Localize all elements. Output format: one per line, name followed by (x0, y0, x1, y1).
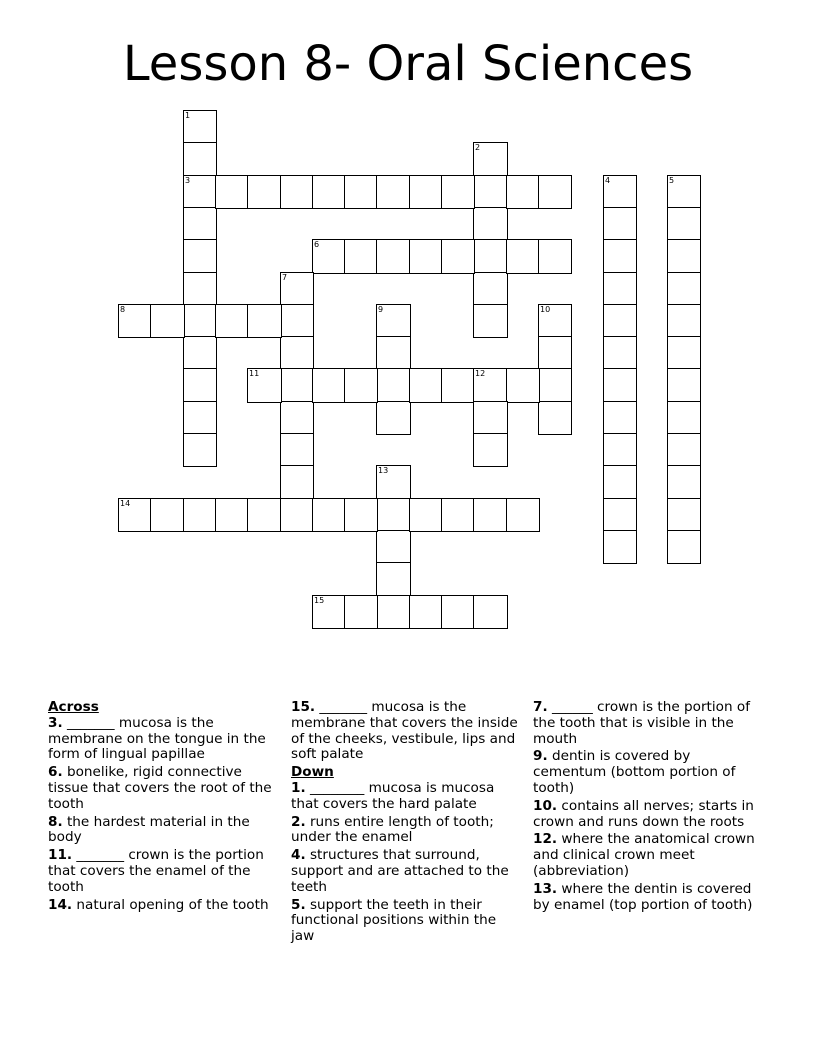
grid-cell[interactable] (312, 239, 346, 274)
across-clue-8: 8. the hardest material in the body (48, 813, 250, 846)
grid-cell[interactable] (409, 595, 443, 629)
down-clue-2: 2. runs entire length of tooth; under the enamel (291, 813, 494, 846)
grid-cell[interactable] (247, 368, 282, 403)
grid-cell[interactable] (409, 498, 443, 532)
grid-cell[interactable] (506, 368, 540, 403)
grid-cell[interactable] (538, 304, 572, 338)
grid-cell[interactable] (409, 239, 443, 274)
grid-cell[interactable] (603, 368, 637, 403)
down-heading: Down (291, 764, 334, 781)
grid-cell[interactable] (183, 110, 217, 144)
puzzle-title: Lesson 8- Oral Sciences (122, 36, 694, 92)
down-clue-12: 12. where the anatomical crown and clinical crown meet (abbreviation) (533, 831, 755, 879)
grid-cell[interactable] (441, 239, 475, 274)
grid-cell[interactable] (376, 401, 411, 435)
grid-cell[interactable] (667, 336, 701, 370)
grid-cell[interactable] (215, 498, 249, 532)
grid-cell[interactable] (473, 433, 508, 467)
grid-cell[interactable] (603, 239, 637, 274)
grid-cell[interactable] (312, 368, 346, 403)
grid-cell[interactable] (473, 304, 508, 338)
clue-number: 6 (314, 240, 320, 249)
grid-cell[interactable] (603, 498, 637, 532)
grid-cell[interactable] (183, 433, 217, 467)
grid-cell[interactable] (183, 207, 217, 241)
grid-cell[interactable] (344, 498, 378, 532)
across-clue-6: 6. bonelike, rigid connective tissue that covers the root of the tooth (48, 764, 272, 812)
grid-cell[interactable] (441, 368, 475, 403)
clue-number: 2 (475, 143, 481, 152)
grid-cell[interactable] (603, 433, 637, 467)
grid-cell[interactable] (344, 595, 378, 629)
grid-cell[interactable] (280, 433, 314, 467)
grid-cell[interactable] (280, 175, 314, 209)
grid-cell[interactable] (344, 368, 378, 403)
clue-number: 11 (249, 369, 260, 378)
grid-cell[interactable] (538, 368, 572, 403)
grid-cell[interactable] (473, 239, 508, 274)
grid-cell[interactable] (473, 401, 508, 435)
grid-cell[interactable] (344, 239, 378, 274)
grid-cell[interactable] (376, 336, 411, 370)
grid-cell[interactable] (312, 175, 346, 209)
grid-cell[interactable] (247, 498, 282, 532)
grid-cell[interactable] (247, 175, 282, 209)
grid-cell[interactable] (506, 175, 540, 209)
clue-number: 5 (669, 176, 675, 185)
grid-cell[interactable] (118, 498, 152, 532)
grid-cell[interactable] (280, 401, 314, 435)
grid-cell[interactable] (376, 595, 411, 629)
grid-cell[interactable] (603, 465, 637, 500)
down-clue-10: 10. contains all nerves; starts in crown and runs down the roots (533, 797, 754, 830)
clue-number: 7 (282, 273, 288, 282)
clue-number: 15 (314, 596, 325, 605)
clue-number: 4 (605, 176, 611, 185)
down-clue-1: 1. ________ mucosa is mucosa that covers the hard palate (291, 779, 495, 812)
across-clue-14: 14. natural opening of the tooth (48, 896, 269, 913)
clues-column-1 (48, 700, 280, 915)
grid-cell[interactable] (667, 530, 701, 564)
grid-cell[interactable] (667, 498, 701, 532)
clue-number: 10 (540, 305, 551, 314)
grid-cell[interactable] (280, 368, 314, 403)
clue-number: 8 (120, 305, 126, 314)
grid-cell[interactable] (183, 239, 217, 274)
grid-cell[interactable] (312, 595, 346, 629)
clue-number: 1 (185, 111, 191, 120)
grid-cell[interactable] (183, 368, 217, 403)
grid-cell[interactable] (667, 207, 701, 241)
grid-cell[interactable] (183, 175, 217, 209)
grid-cell[interactable] (667, 368, 701, 403)
grid-cell[interactable] (538, 175, 572, 209)
grid-cell[interactable] (473, 595, 508, 629)
clue-number: 14 (120, 499, 131, 508)
grid-cell[interactable] (538, 239, 572, 274)
grid-cell[interactable] (441, 498, 475, 532)
grid-cell[interactable] (409, 368, 443, 403)
grid-cell[interactable] (280, 336, 314, 370)
grid-cell[interactable] (376, 562, 411, 597)
grid-cell[interactable] (183, 142, 217, 177)
across-clue-15: 15. _______ mucosa is the membrane that covers the inside of the cheeks, vestibule, lips and soft palate (291, 699, 518, 763)
grid-cell[interactable] (280, 465, 314, 500)
grid-cell[interactable] (409, 175, 443, 209)
grid-cell[interactable] (667, 304, 701, 338)
grid-cell[interactable] (473, 368, 508, 403)
grid-cell[interactable] (473, 498, 508, 532)
grid-cell[interactable] (118, 304, 152, 338)
grid-cell[interactable] (247, 304, 282, 338)
grid-cell[interactable] (667, 272, 701, 306)
grid-cell[interactable] (667, 465, 701, 500)
across-clue-3: 3. _______ mucosa is the membrane on the tongue in the form of lingual papillae (48, 714, 266, 763)
down-clue-9: 9. dentin is covered by cementum (bottom portion of tooth) (533, 748, 736, 796)
down-clue-7: 7. ______ crown is the portion of the tooth that is visible in the mouth (533, 699, 750, 747)
grid-cell[interactable] (312, 498, 346, 532)
grid-cell[interactable] (603, 272, 637, 306)
clue-number: 3 (185, 176, 191, 185)
grid-cell[interactable] (183, 498, 217, 532)
grid-cell[interactable] (215, 304, 249, 338)
grid-cell[interactable] (667, 239, 701, 274)
grid-cell[interactable] (376, 239, 411, 274)
grid-cell[interactable] (215, 175, 249, 209)
grid-cell[interactable] (603, 175, 637, 209)
across-heading: Across (48, 699, 99, 715)
grid-cell[interactable] (538, 336, 572, 370)
grid-cell[interactable] (667, 433, 701, 467)
grid-cell[interactable] (473, 272, 508, 306)
grid-cell[interactable] (183, 336, 217, 370)
grid-cell[interactable] (473, 175, 508, 209)
clue-number: 13 (378, 466, 389, 475)
grid-cell[interactable] (280, 304, 314, 338)
grid-cell[interactable] (603, 530, 637, 564)
grid-cell[interactable] (344, 175, 378, 209)
grid-cell[interactable] (183, 272, 217, 306)
clues-column-3 (533, 700, 765, 915)
grid-cell[interactable] (473, 207, 508, 241)
grid-cell[interactable] (603, 336, 637, 370)
clue-number: 9 (378, 305, 384, 314)
clue-number: 12 (475, 369, 486, 378)
grid-cell[interactable] (376, 368, 411, 403)
grid-cell[interactable] (538, 401, 572, 435)
grid-cell[interactable] (603, 304, 637, 338)
grid-cell[interactable] (150, 498, 185, 532)
grid-cell[interactable] (441, 175, 475, 209)
grid-cell[interactable] (667, 175, 701, 209)
clues-column-2 (291, 700, 523, 947)
down-clue-4: 4. structures that surround, support and are attached to the teeth (291, 847, 509, 895)
grid-cell[interactable] (280, 498, 314, 532)
grid-cell[interactable] (441, 595, 475, 629)
grid-cell[interactable] (183, 304, 217, 338)
grid-cell[interactable] (376, 530, 411, 564)
grid-cell[interactable] (280, 272, 314, 306)
grid-cell[interactable] (603, 207, 637, 241)
grid-cell[interactable] (376, 498, 411, 532)
grid-cell[interactable] (376, 465, 411, 500)
grid-cell[interactable] (376, 175, 411, 209)
grid-cell[interactable] (506, 239, 540, 274)
grid-cell[interactable] (603, 401, 637, 435)
grid-cell[interactable] (506, 498, 540, 532)
grid-cell[interactable] (667, 401, 701, 435)
grid-cell[interactable] (183, 401, 217, 435)
grid-cell[interactable] (150, 304, 185, 338)
down-clue-5: 5. support the teeth in their functional positions within the jaw (291, 896, 497, 945)
grid-cell[interactable] (473, 142, 508, 177)
across-clue-11: 11. _______ crown is the portion that covers the enamel of the tooth (48, 847, 264, 895)
down-clue-13: 13. where the dentin is covered by enamel (top portion of tooth) (533, 880, 753, 913)
grid-cell[interactable] (376, 304, 411, 338)
